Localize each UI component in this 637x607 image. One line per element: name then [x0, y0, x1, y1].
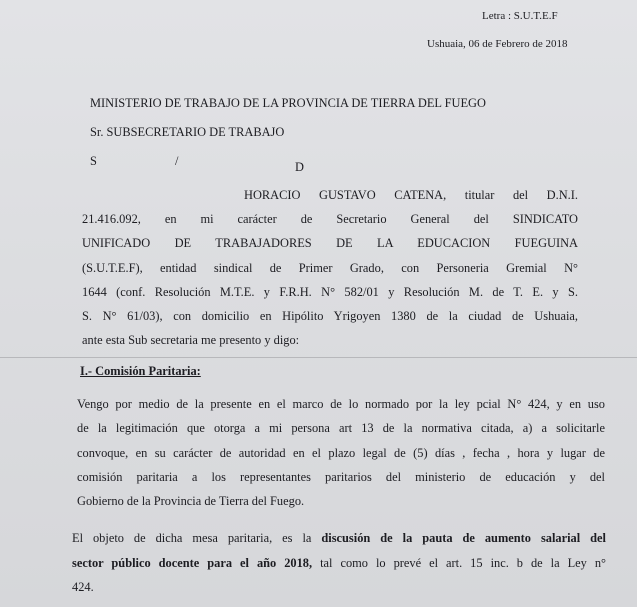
intro-line-1: HORACIO GUSTAVO CATENA, titular del D.N.I. — [244, 188, 578, 202]
intro-line-5: 1644 (conf. Resolución M.T.E. y F.R.H. N° 582/01 y Resolución M. de T. E. y S. — [82, 285, 578, 299]
paragraph-line-1: Vengo por medio de la presente en el marco de lo normado por la ley pcial N° 424, y en uso — [77, 397, 605, 411]
intro-line-7: ante esta Sub secretaria me presento y digo: — [82, 333, 300, 347]
paragraph-line-4: comisión paritaria a los representantes paritarios del ministerio de educación y del — [77, 470, 605, 484]
reference-letter: Letra : S.U.T.E.F — [482, 10, 558, 22]
objective-bold-1: discusión de la pauta de aumento salarial del — [321, 531, 606, 545]
paragraph-line-5: Gobierno de la Provincia de Tierra del Fuego. — [77, 494, 305, 508]
objective-line-3: 424. — [72, 580, 94, 594]
paragraph-line-2: de la legitimación que otorga a mi persona art 13 de la normativa citada, a) a solicitarle — [77, 421, 605, 435]
intro-line-3: UNIFICADO DE TRABAJADORES DE LA EDUCACION FUEGUINA — [82, 236, 578, 250]
recipient-title: Sr. SUBSECRETARIO DE TRABAJO — [90, 125, 285, 139]
intro-line-2: 21.416.092, en mi carácter de Secretario General del SINDICATO — [82, 212, 578, 226]
objective-text-2: tal como lo prevé el art. 15 inc. b de la Ley n° — [312, 556, 606, 570]
objective-text-1: El objeto de dicha mesa paritaria, es la — [72, 531, 322, 545]
intro-line-4: (S.U.T.E.F), entidad sindical de Primer Grado, con Personeria Gremial N° — [82, 261, 578, 275]
objective-line-1 — [72, 531, 606, 546]
section-title: I.- Comisión Paritaria: — [80, 364, 201, 378]
salutation-slash: / — [175, 154, 179, 168]
objective-bold-2: sector público docente para el año 2018, — [72, 556, 313, 570]
recipient-ministry: MINISTERIO DE TRABAJO DE LA PROVINCIA DE TIERRA DEL FUEGO — [90, 96, 486, 110]
salutation-s: S — [90, 154, 97, 168]
section-divider — [0, 357, 637, 358]
objective-line-2 — [72, 556, 606, 571]
paragraph-line-3: convoque, en su carácter de autoridad en el plazo legal de (5) días , fecha , hora y lugar de — [77, 446, 605, 460]
salutation-d: D — [295, 160, 304, 174]
intro-line-6: S. N° 61/03), con domicilio en Hipólito Yrigoyen 1380 de la ciudad de Ushuaia, — [82, 309, 578, 323]
place-date: Ushuaia, 06 de Febrero de 2018 — [427, 38, 568, 50]
